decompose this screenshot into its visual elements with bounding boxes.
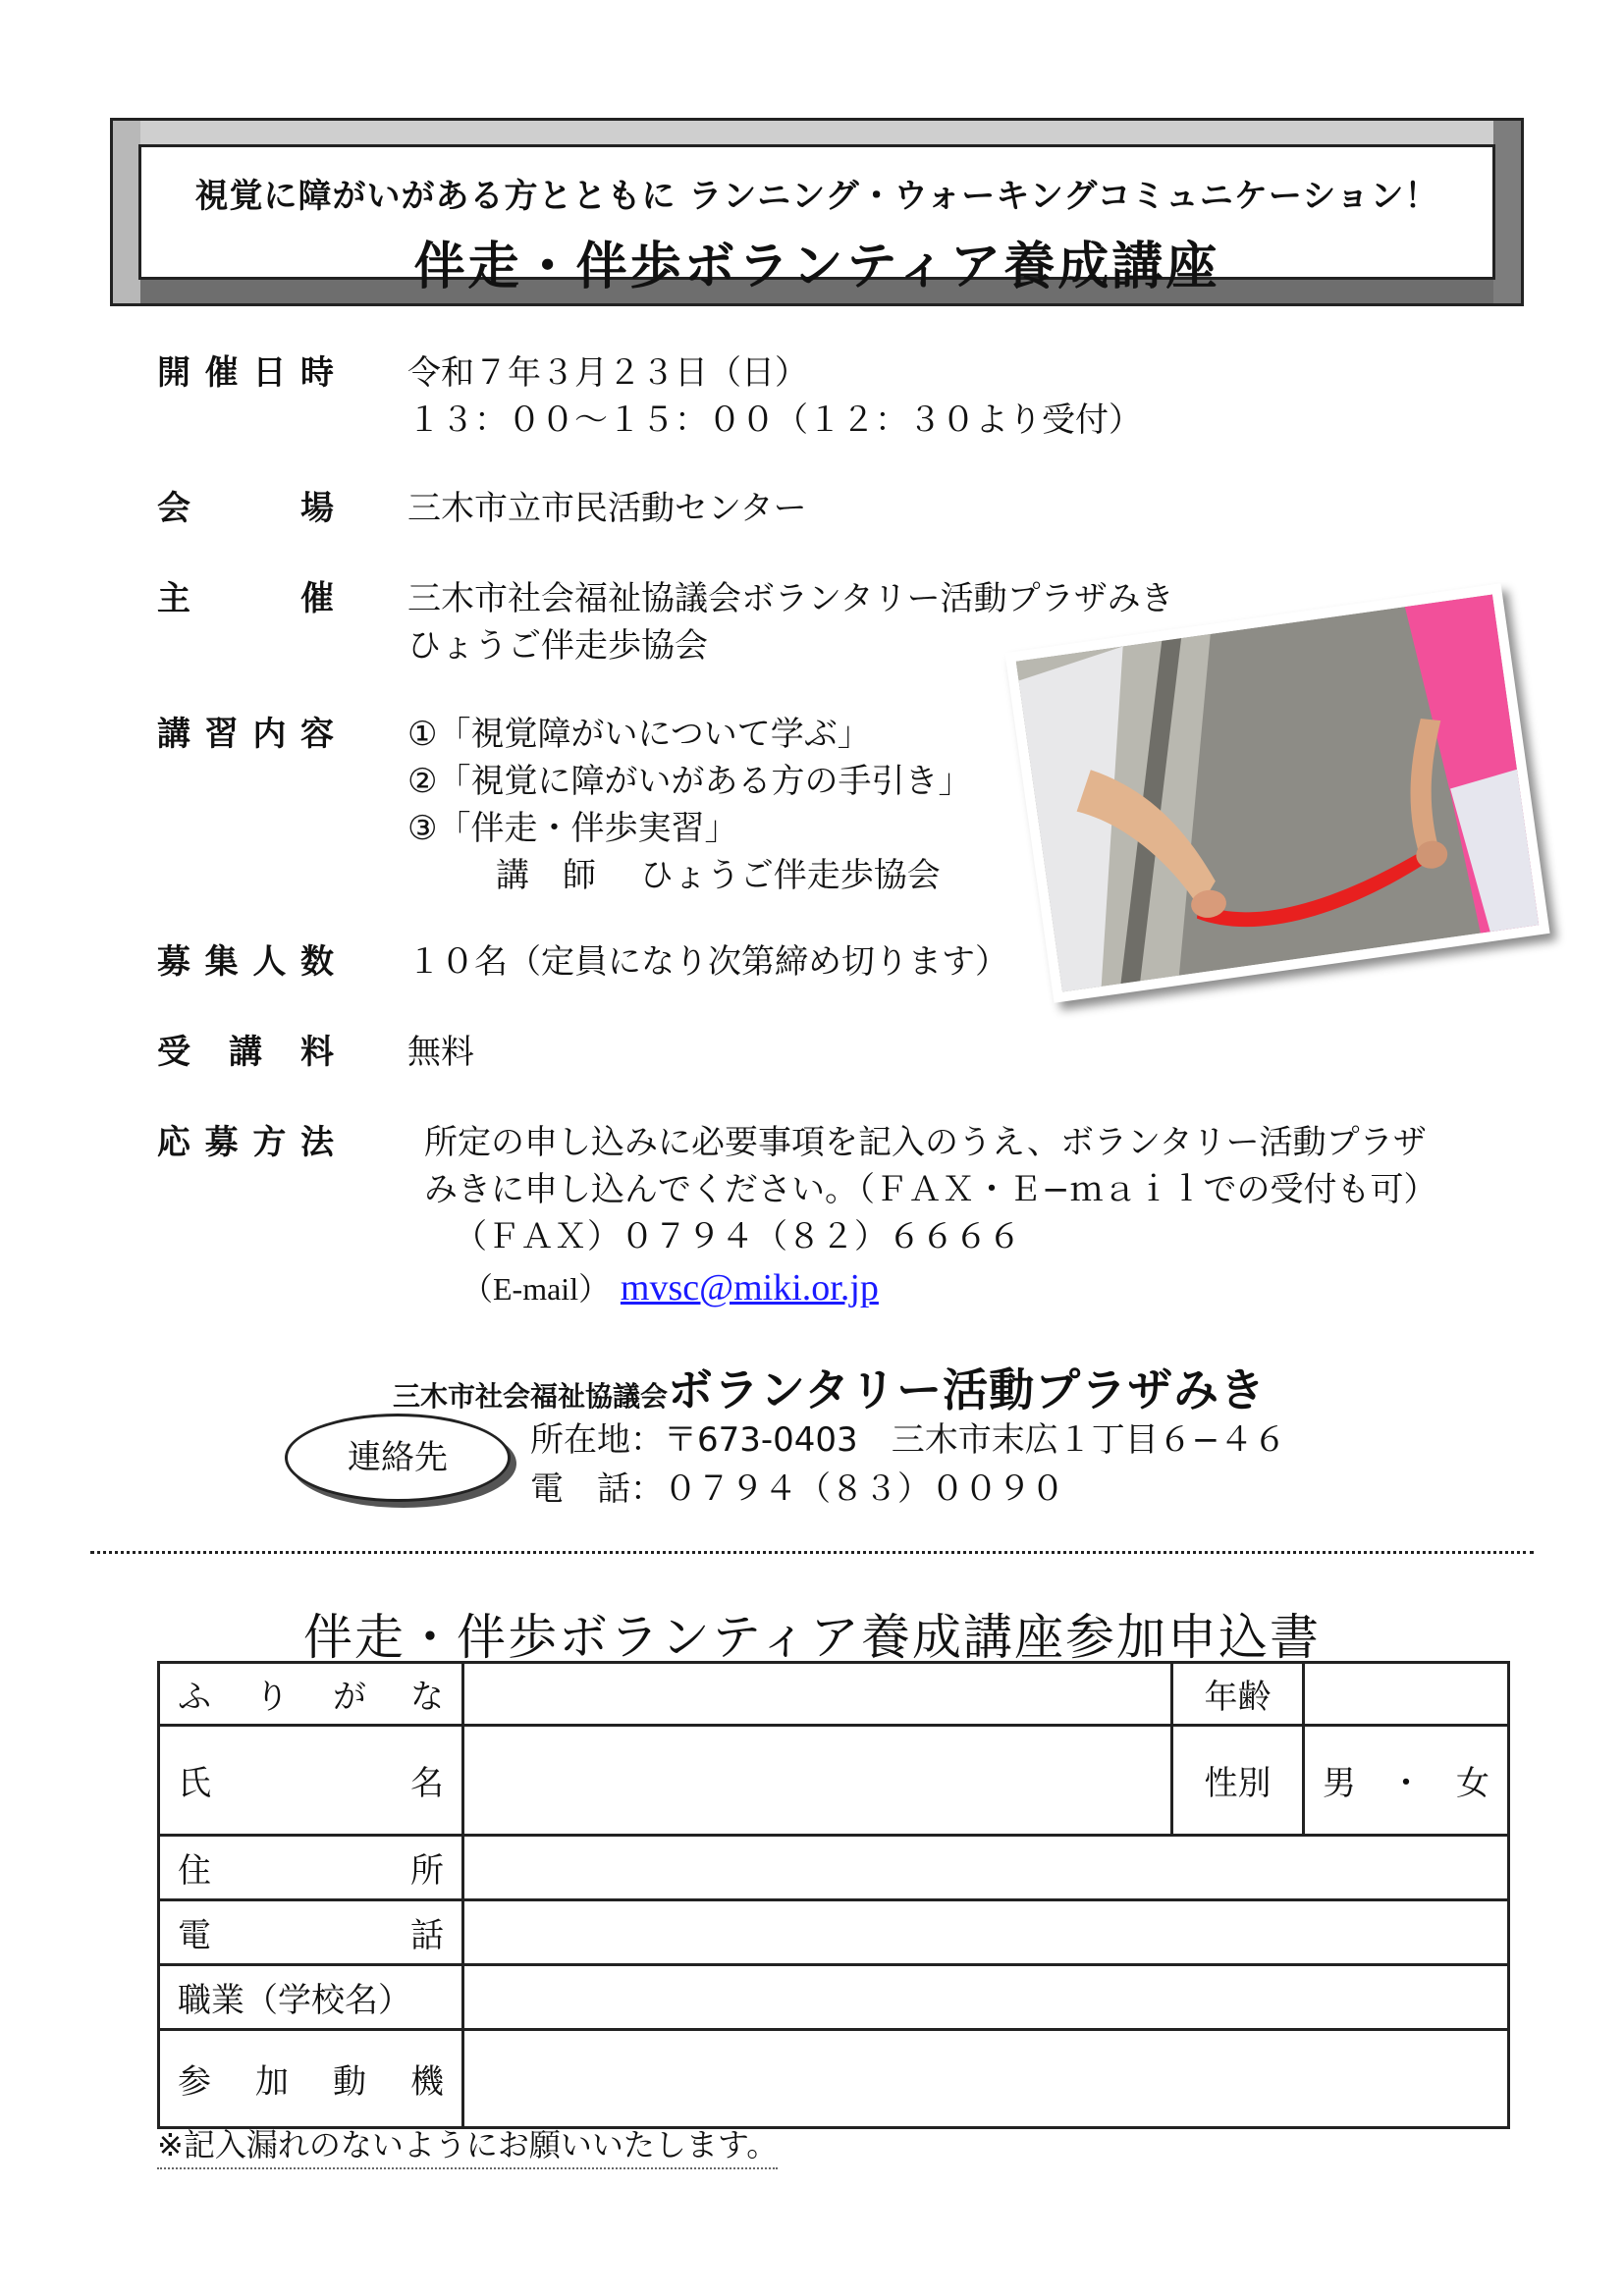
info-host-value: 三木市社会福祉協議会ボランタリー活動プラザみき bbox=[407, 579, 1174, 618]
content-item: ③「伴走・伴歩実習」 bbox=[407, 809, 738, 848]
contact-address: 所在地：〒673-0403 三木市末広１丁目６−４６ bbox=[530, 1420, 1287, 1460]
info-host-value-2: ひょうご伴走歩協会 bbox=[407, 626, 708, 666]
form-row-phone bbox=[159, 1900, 1509, 1965]
email-link[interactable]: mvsc@miki.or.jp bbox=[620, 1267, 879, 1308]
contact-bubble: 連絡先 bbox=[285, 1414, 511, 1502]
header-banner bbox=[110, 118, 1524, 306]
info-apply-label: 応募方法 bbox=[157, 1123, 334, 1162]
apply-fax: （ＦＡＸ）０７９４（８２）６６６６ bbox=[454, 1217, 1021, 1256]
contact-phone: 電 話：０７９４（８３）００９０ bbox=[530, 1469, 1064, 1509]
organization-title: ボランタリー活動プラザみき bbox=[668, 1363, 1267, 1416]
apply-line: みきに申し込んでください。（ＦＡＸ・Ｅ−ｍａｉｌでの受付も可） bbox=[424, 1170, 1437, 1209]
cut-line bbox=[90, 1551, 1534, 1554]
form-row-address bbox=[159, 1836, 1509, 1900]
sex-label: 性別 bbox=[1172, 1726, 1304, 1836]
form-row-name bbox=[159, 1726, 1509, 1836]
info-fee-label: 受講料 bbox=[157, 1033, 334, 1072]
age-label: 年齢 bbox=[1172, 1663, 1304, 1726]
header-subtitle: 視覚に障がいがある方とともに ランニング・ウォーキングコミュニケーション！ bbox=[194, 177, 1439, 216]
photo bbox=[1004, 583, 1549, 1002]
contact-info bbox=[530, 1415, 1286, 1514]
banner-bevel bbox=[1493, 121, 1521, 303]
form-row-occupation bbox=[159, 1965, 1509, 2030]
banner-bevel bbox=[113, 121, 1521, 146]
header-title: 伴走・伴歩ボランティア養成講座 bbox=[413, 238, 1220, 296]
address-label: 住 所 bbox=[178, 1851, 444, 1891]
content-lecturer: 講 師 ひょうご伴走歩協会 bbox=[496, 856, 941, 895]
info-host-label: 主 催 bbox=[157, 579, 334, 618]
phone-field[interactable] bbox=[463, 1900, 1509, 1965]
info-capacity-value: １０名（定員になり次第締め切ります） bbox=[407, 942, 1008, 982]
occupation-field[interactable] bbox=[463, 1965, 1509, 2030]
banner-inner bbox=[138, 144, 1495, 296]
furigana-label: ふ り が な bbox=[178, 1678, 444, 1717]
info-date-label: 開催日時 bbox=[157, 353, 334, 393]
hands-with-rope-image bbox=[1016, 595, 1540, 992]
phone-label: 電 話 bbox=[178, 1916, 444, 1955]
address-field[interactable] bbox=[463, 1836, 1509, 1900]
banner-bevel bbox=[113, 121, 140, 303]
occupation-label: 職業（学校名） bbox=[159, 1965, 463, 2030]
age-field[interactable] bbox=[1304, 1663, 1509, 1726]
name-label: 氏 名 bbox=[178, 1764, 444, 1803]
content-item: ②「視覚に障がいがある方の手引き」 bbox=[407, 762, 972, 801]
organization-prefix: 三木市社会福祉協議会 bbox=[393, 1380, 669, 1413]
form-row-motive bbox=[159, 2030, 1509, 2128]
organization-name bbox=[393, 1355, 1266, 1419]
motive-label: 参 加 動 機 bbox=[178, 2062, 444, 2102]
content-item: ①「視覚障がいについて学ぶ」 bbox=[407, 715, 871, 754]
form-note: ※記入漏れのないようにお願いいたします。 bbox=[157, 2120, 778, 2169]
info-time-value: １３：００〜１５：００（１２：３０より受付） bbox=[407, 400, 1142, 440]
info-venue-value: 三木市立市民活動センター bbox=[407, 489, 807, 528]
furigana-field[interactable] bbox=[463, 1663, 1172, 1726]
info-date-value: 令和７年３月２３日（日） bbox=[407, 353, 808, 393]
info-capacity-label: 募集人数 bbox=[157, 942, 334, 982]
sex-options[interactable]: 男 ・ 女 bbox=[1304, 1726, 1509, 1836]
info-content-label: 講習内容 bbox=[157, 715, 334, 754]
info-venue-label: 会 場 bbox=[157, 489, 334, 528]
application-form bbox=[157, 1661, 1510, 2129]
motive-field[interactable] bbox=[463, 2030, 1509, 2128]
info-fee-value: 無料 bbox=[407, 1033, 474, 1072]
form-title: 伴走・伴歩ボランティア養成講座参加申込書 bbox=[303, 1609, 1321, 1666]
apply-line: 所定の申し込みに必要事項を記入のうえ、ボランタリー活動プラザ bbox=[424, 1123, 1427, 1162]
apply-email-label: （E-mail） bbox=[461, 1271, 611, 1307]
form-row-furigana bbox=[159, 1663, 1509, 1726]
name-field[interactable] bbox=[463, 1726, 1172, 1836]
